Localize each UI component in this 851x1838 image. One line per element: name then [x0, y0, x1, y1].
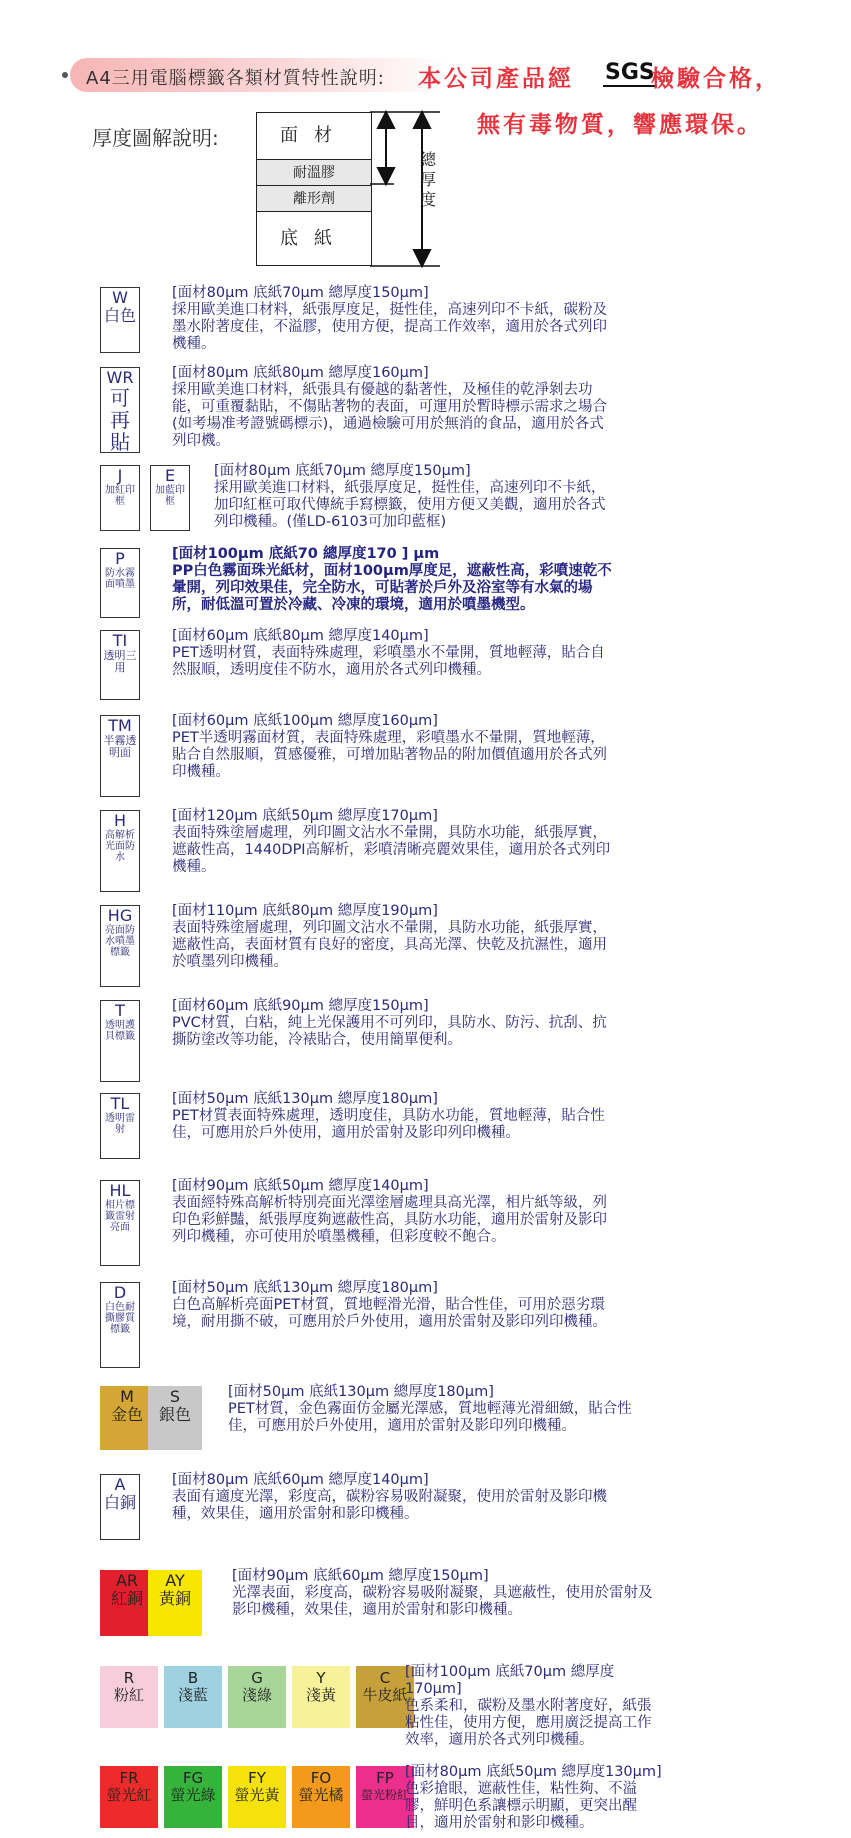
chip-name: 牛皮紙: [362, 1686, 408, 1704]
material-name: 相片標籤雷射亮面: [105, 1200, 135, 1233]
layer-face: 面材: [280, 125, 348, 146]
material-text: PVC材質，白粘，純上光保護用不可列印，具防水、防污、抗刮、抗撕防塗改等功能，冷裱貼合，使用簡單便利。: [172, 1015, 607, 1048]
material-name: 透明雷射: [105, 1113, 135, 1135]
material-description: [228, 1384, 658, 1435]
material-code: WR: [106, 368, 134, 387]
material-code-box: [100, 1180, 140, 1266]
material-code-box: [100, 810, 140, 892]
material-code: W: [112, 288, 128, 307]
material-spec: [面材110μm 底紙80μm 總厚度190μm]: [172, 903, 438, 919]
material-code-box: [100, 905, 140, 987]
chip-code: R: [123, 1669, 135, 1687]
material-code: TM: [108, 716, 132, 735]
material-code: AY: [165, 1571, 185, 1590]
material-name: 銀色: [158, 1405, 191, 1424]
chip-name: 粉紅: [113, 1686, 144, 1704]
chip-name: 螢光橘: [298, 1786, 344, 1804]
chip-code: FY: [248, 1769, 266, 1787]
chip-code: FP: [376, 1769, 394, 1787]
layer-backing: 底紙: [257, 211, 371, 266]
material-code-box: [100, 715, 140, 797]
chip-code: B: [187, 1669, 199, 1687]
material-name: 亮面防水噴墨標籤: [105, 925, 135, 958]
material-description: [405, 1764, 665, 1832]
total-thickness-label: 總厚度: [420, 150, 437, 209]
material-text: PET半透明霧面材質，表面特殊處理，彩噴墨水不暈開，質地輕薄，貼合自然服順，質感優雅，可增加貼著物品的附加價值適用於各式列印機種。: [172, 730, 607, 780]
material-code: AR: [115, 1571, 139, 1590]
material-code-box: [100, 1282, 140, 1368]
chip-name: 螢光黃: [234, 1786, 280, 1804]
material-description: [405, 1664, 665, 1749]
material-spec: [面材90μm 底紙60μm 總厚度150μm]: [232, 1568, 489, 1584]
chip-code: C: [379, 1669, 391, 1687]
material-text: 採用歐美進口材料，紙張具有優越的黏著性，及極佳的乾淨剝去功能，可重覆黏貼，不傷貼著物的表面，可運用於暫時標示需求之場合(如考場准考證號碼標示)，通過檢驗可用於無消的食品，適用於各式列印機。: [172, 382, 607, 449]
material-code-box: [100, 1570, 154, 1636]
material-text: PET材質，金色霧面仿金屬光澤感，質地輕薄光滑細緻，貼合性佳，可應用於戶外使用，適用於雷射及影印列印機種。: [228, 1401, 632, 1434]
material-code-box: [100, 548, 140, 618]
material-spec: [面材120μm 底紙50μm 總厚度170μm]: [172, 808, 438, 824]
material-name: 白銅: [103, 1493, 136, 1512]
material-code-box: [100, 367, 140, 453]
material-code-box: [148, 1386, 202, 1450]
material-spec: [面材90μm 底紙50μm 總厚度140μm]: [172, 1178, 429, 1194]
material-code: E: [164, 466, 176, 485]
thickness-diagram: [256, 112, 372, 266]
sgs-mark: SGS: [605, 60, 655, 85]
material-description: [172, 1178, 612, 1246]
material-text: 光澤表面，彩度高，碳粉容易吸附凝聚，具遮蔽性，使用於雷射及影印機種，效果佳，適用於雷射和影印機種。: [232, 1585, 653, 1618]
material-name: 加紅印框: [105, 485, 135, 507]
material-description: [172, 808, 612, 876]
material-spec: [面材50μm 底紙130μm 總厚度180μm]: [228, 1384, 494, 1400]
material-text: 表面特殊塗層處理，列印圖文沾水不暈開，具防水功能，紙張厚實，遮蔽性高，1440DPI高解析，彩噴清晰亮麗效果佳，適用於各式列印機種。: [172, 825, 611, 875]
color-chip: [292, 1766, 350, 1828]
material-text: 表面特殊塗層處理，列印圖文沾水不暈開，具防水功能，紙張厚實，遮蔽性高，表面材質有良好的密度，具高光澤、快乾及抗濕性，適用於噴墨列印機種。: [172, 920, 607, 970]
material-name: 高解析光面防水: [105, 830, 135, 863]
material-spec: [面材80μm 底紙50μm 總厚度130μm]: [405, 1764, 662, 1780]
material-name: 半霧透明面: [103, 734, 137, 760]
color-chip: [164, 1666, 222, 1728]
material-name: 黃銅: [158, 1589, 191, 1608]
material-code: TI: [112, 631, 128, 650]
chip-code: FR: [119, 1769, 139, 1787]
material-code-box: [150, 465, 190, 531]
chip-code: FO: [310, 1769, 332, 1787]
material-code: HL: [109, 1181, 131, 1200]
material-description: [172, 1472, 632, 1523]
material-description: [172, 285, 612, 353]
material-code: T: [115, 1001, 125, 1020]
material-name: 金色: [110, 1405, 143, 1424]
material-spec: [面材80μm 底紙70μm 總厚度150μm]: [172, 285, 429, 301]
header-bullet: [62, 72, 68, 78]
layer-release: 離形劑: [257, 185, 371, 212]
material-name: 透明護貝標籤: [105, 1020, 135, 1042]
chip-name: 淺黃: [305, 1686, 336, 1704]
slogan-part-a: 本公司產品經: [418, 66, 574, 92]
material-name: 白色耐撕膠質標籤: [105, 1302, 135, 1335]
color-chip: [228, 1666, 286, 1728]
material-code-box: [100, 1000, 140, 1082]
material-name: 可再貼: [110, 386, 130, 454]
material-spec: [面材100μm 底紙70μm 總厚度170μm]: [405, 1664, 615, 1697]
color-chip: [100, 1766, 158, 1828]
color-chip: [292, 1666, 350, 1728]
chip-code: FG: [182, 1769, 204, 1787]
material-code: HG: [107, 906, 133, 925]
material-code: TL: [110, 1094, 130, 1113]
material-code: A: [114, 1475, 126, 1494]
material-code-box: [100, 1093, 140, 1159]
color-chip: [100, 1666, 158, 1728]
material-name: 紅銅: [110, 1589, 143, 1608]
material-code-box: [100, 465, 140, 531]
color-chip: [228, 1766, 286, 1828]
material-code: P: [115, 549, 125, 568]
material-code-box: [100, 1474, 140, 1540]
material-name: 透明三用: [103, 649, 137, 675]
material-description: [172, 713, 612, 781]
material-code: H: [113, 811, 127, 830]
color-chip: [164, 1766, 222, 1828]
material-spec: [面材50μm 底紙130μm 總厚度180μm]: [172, 1091, 438, 1107]
material-code-box: [100, 630, 140, 700]
material-description: [172, 903, 612, 971]
material-code: D: [113, 1283, 127, 1302]
material-code-box: [100, 287, 140, 353]
material-spec: [面材100μm 底紙70 總厚度170 ] μm: [172, 546, 440, 562]
chip-name: 螢光綠: [170, 1786, 216, 1804]
material-name: 加藍印框: [155, 485, 185, 507]
material-code: M: [120, 1387, 134, 1406]
material-code: S: [169, 1387, 181, 1406]
chip-code: Y: [316, 1669, 326, 1687]
material-description: [172, 546, 612, 614]
material-spec: [面材80μm 底紙80μm 總厚度160μm]: [172, 365, 429, 381]
material-text: PET透明材質，表面特殊處理，彩噴墨水不暈開，質地輕薄，貼合自然服順，透明度佳不防水，適用於各式列印機種。: [172, 645, 605, 678]
material-text: 表面經特殊高解析特別亮面光澤塗層處理具高光澤，相片紙等級，列印色彩鮮豔，紙張厚度夠遮蔽性高，具防水功能，適用於雷射及影印列印機種，亦可使用於噴墨機種，但彩度較不飽合。: [172, 1195, 607, 1245]
material-spec: [面材60μm 底紙100μm 總厚度160μm]: [172, 713, 438, 729]
material-spec: [面材80μm 底紙60μm 總厚度140μm]: [172, 1472, 429, 1488]
slogan-line-2: 無有毒物質，響應環保。: [477, 112, 763, 138]
header-title: A4三用電腦標籤各類材質特性說明:: [86, 68, 385, 89]
material-description: [172, 998, 612, 1049]
material-spec: [面材80μm 底紙70μm 總厚度150μm]: [214, 463, 471, 479]
chip-name: 淺藍: [177, 1686, 208, 1704]
material-spec: [面材50μm 底紙130μm 總厚度180μm]: [172, 1280, 438, 1296]
material-text: PP白色霧面珠光紙材，面材100μm厚度足，遮蔽性高，彩噴速乾不暈開，列印效果佳，完全防水，可貼著於戶外及浴室等有水氣的場所，耐低溫可置於冷藏、冷凍的環境，適用於噴墨機型。: [172, 563, 612, 613]
thickness-label: 厚度圖解說明:: [92, 126, 219, 150]
chip-name: 淺綠: [241, 1686, 272, 1704]
material-text: 採用歐美進口材料，紙張厚度足，挺性佳，高速列印不卡紙，碳粉及墨水附著度佳，不溢膠，使用方便，提高工作效率，適用於各式列印機種。: [172, 302, 607, 352]
material-description: [172, 628, 612, 679]
chip-code: G: [251, 1669, 263, 1687]
material-name: 白色: [103, 306, 136, 325]
material-text: 色彩搶眼，遮蔽性佳，粘性夠、不溢膠，鮮明色系讓標示明顯，更突出醒目，適用於雷射和影印機種。: [405, 1781, 637, 1831]
material-description: [172, 1280, 612, 1331]
chip-name: 螢光紅: [106, 1786, 152, 1804]
material-text: 表面有適度光澤，彩度高，碳粉容易吸附凝聚，使用於雷射及影印機種，效果佳，適用於雷射和影印機種。: [172, 1489, 607, 1522]
material-code-box: [148, 1570, 202, 1636]
material-name: 防水霧面噴墨: [105, 568, 135, 590]
chip-name: 螢光粉紅: [360, 1788, 409, 1802]
layer-adhesive: 耐溫膠: [257, 159, 371, 186]
material-text: PET材質表面特殊處理，透明度佳，具防水功能，質地輕薄，貼合性佳，可應用於戶外使用，適用於雷射及影印列印機種。: [172, 1108, 605, 1141]
material-text: 採用歐美進口材料，紙張厚度足，挺性佳，高速列印不卡紙，加印紅框可取代傳統手寫標籤，使用方便又美觀，適用於各式列印機種。(僅LD-6103可加印藍框): [214, 480, 606, 530]
material-description: [232, 1568, 662, 1619]
material-description: [172, 365, 612, 450]
slogan-part-b: 檢驗合格，: [651, 66, 781, 92]
material-description: [214, 463, 614, 531]
material-description: [172, 1091, 612, 1142]
material-text: 色系柔和，碳粉及墨水附著度好，紙張粘性佳，使用方便，應用廣泛提高工作效率，適用於各式列印機種。: [405, 1698, 652, 1748]
material-spec: [面材60μm 底紙90μm 總厚度150μm]: [172, 998, 429, 1014]
material-spec: [面材60μm 底紙80μm 總厚度140μm]: [172, 628, 429, 644]
material-code: J: [117, 466, 123, 485]
material-code-box: [100, 1386, 154, 1450]
material-text: 白色高解析亮面PET材質，質地輕滑光滑，貼合性佳，可用於惡劣環境，耐用撕不破，可應用於戶外使用，適用於雷射及影印列印機種。: [172, 1297, 607, 1330]
